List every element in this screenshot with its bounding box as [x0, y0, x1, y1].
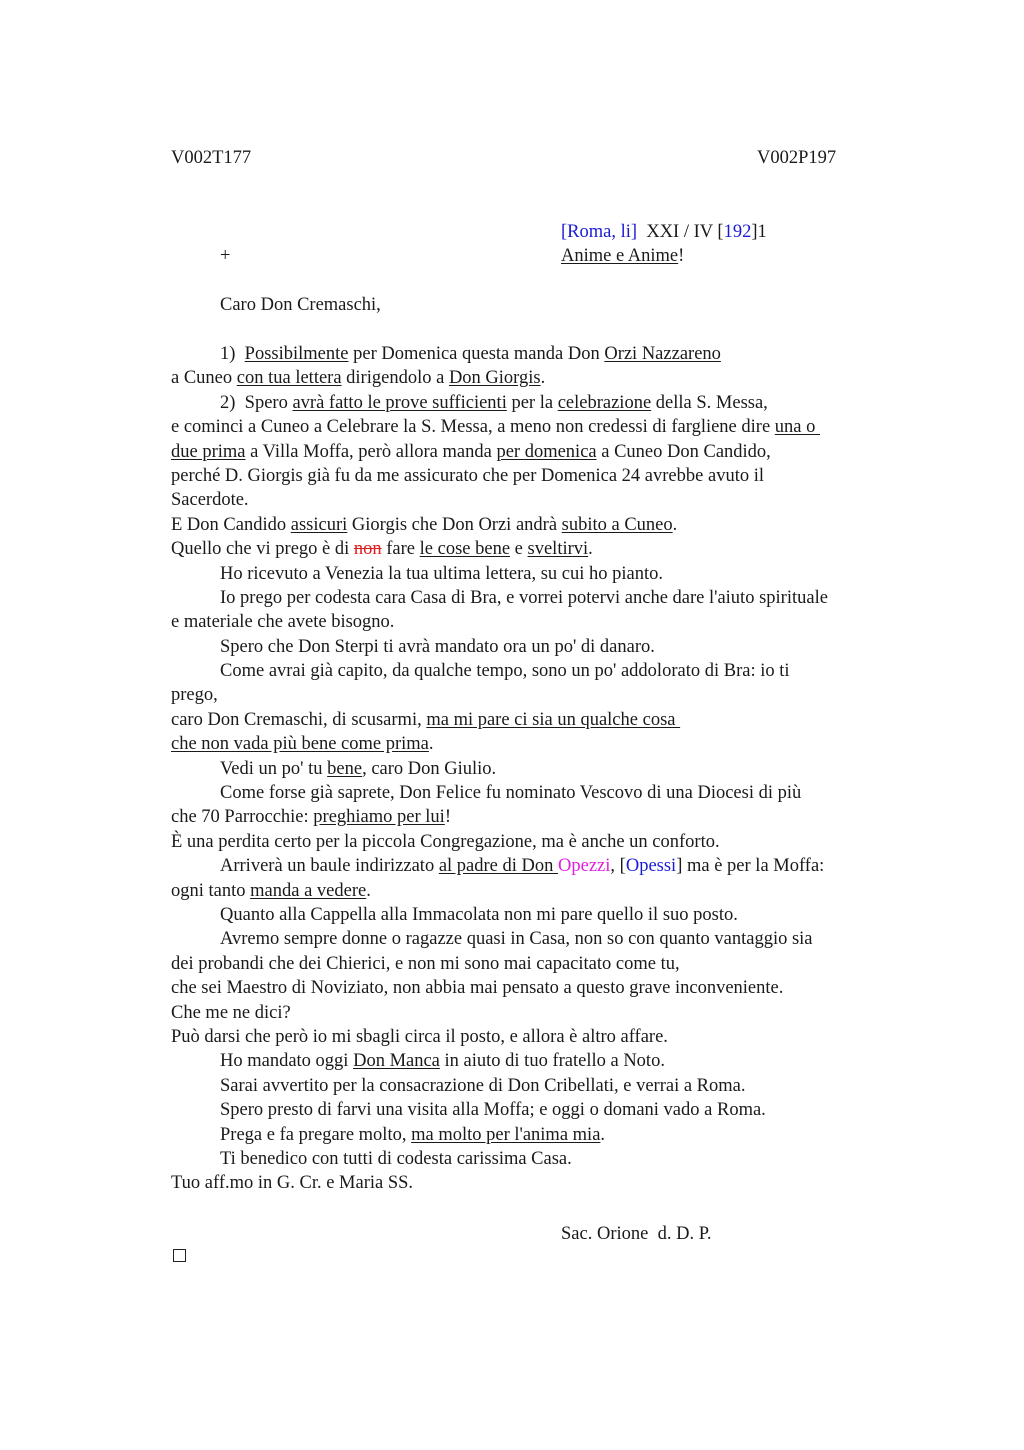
dateline-place: Roma, li [567, 222, 631, 242]
name-variant: Opezzi [558, 856, 611, 877]
motto [561, 246, 684, 267]
text-line: perché D. Giorgis già fu da me assicurato che per Domenica 24 avrebbe avuto il [171, 465, 764, 486]
text-line: Può darsi che però io mi sbagli circa il posto, e allora è altro affare. [171, 1026, 668, 1047]
text-line: prego, [171, 685, 218, 706]
text-line: Quanto alla Cappella alla Immacolata non mi pare quello il suo posto. [220, 904, 738, 925]
text-line: che non vada più bene come prima. [171, 734, 434, 755]
text-line: È una perdita certo per la piccola Congregazione, ma è anche un conforto. [171, 831, 720, 852]
text-line: e materiale che avete bisogno. [171, 612, 395, 633]
text-line: ogni tanto manda a vedere. [171, 880, 371, 901]
closing-line: Tuo aff.mo in G. Cr. e Maria SS. [171, 1173, 414, 1194]
text-line: Avremo sempre donne o ragazze quasi in Casa, non so con quanto vantaggio sia [220, 929, 813, 950]
text-line: Quello che vi prego è di non fare le cose bene e sveltirvi. [171, 539, 593, 560]
doc-code-right: V002P197 [757, 148, 837, 168]
name-correction: Opessi [625, 856, 677, 877]
text-line: Come avrai già capito, da qualche tempo, sono un po' addolorato di Bra: io ti [220, 661, 790, 682]
text-line: Prega e fa pregare molto, ma molto per l'anima mia. [220, 1124, 606, 1145]
text-line: e cominci a Cuneo a Celebrare la S. Messa, a meno non credessi di fargliene dire una o [171, 417, 820, 438]
text-line: Ti benedico con tutti di codesta carissima Casa. [220, 1148, 572, 1169]
text-line: Spero presto di farvi una visita alla Moffa; e oggi o domani vado a Roma. [220, 1100, 766, 1121]
text-line: dei probandi che dei Chierici, e non mi sono mai capacitato come tu, [171, 953, 680, 974]
signature: Sac. Orione d. D. P. [561, 1224, 712, 1244]
text-line: Che me ne dici? [171, 1002, 291, 1023]
text-line: Ho ricevuto a Venezia la tua ultima lettera, su cui ho pianto. [220, 563, 663, 584]
text-line: a Cuneo con tua lettera dirigendolo a Don Giorgis. [171, 368, 546, 389]
dateline-date: XXI / IV [ [637, 222, 724, 242]
text-line: Sacerdote. [171, 490, 249, 511]
bracket: ] [630, 222, 638, 242]
text-line: Spero che Don Sterpi ti avrà mandato ora un po' di danaro. [220, 636, 655, 657]
deleted-word: non [353, 539, 382, 560]
text-line: Vedi un po' tu bene, caro Don Giulio. [220, 758, 497, 779]
letter-body [171, 342, 901, 1196]
text-line: Io prego per codesta cara Casa di Bra, e vorrei potervi anche dare l'aiuto spirituale [220, 587, 828, 608]
text-line: che 70 Parrocchie: preghiamo per lui! [171, 807, 451, 828]
end-box-icon [173, 1249, 186, 1262]
doc-code-left: V002T177 [171, 148, 252, 168]
dateline-year-end: ]1 [751, 222, 767, 242]
text-line: caro Don Cremaschi, di scusarmi, ma mi pare ci sia un qualche cosa [171, 709, 681, 730]
cross-mark: + [220, 246, 231, 266]
bracket: [ [561, 222, 568, 242]
text-line: 1) Possibilmente per Domenica questa manda Don Orzi Nazzareno [220, 344, 721, 364]
salutation: Caro Don Cremaschi, [220, 295, 381, 315]
text-line: che sei Maestro di Noviziato, non abbia mai pensato a questo grave inconveniente. [171, 978, 784, 999]
text-line: due prima a Villa Moffa, però allora manda per domenica a Cuneo Don Candido, [171, 441, 771, 462]
text-line: 2) Spero avrà fatto le prove sufficienti per la celebrazione della S. Messa, [220, 392, 768, 413]
text-line: Come forse già saprete, Don Felice fu nominato Vescovo di una Diocesi di più [220, 783, 802, 804]
text-line: E Don Candido assicuri Giorgis che Don Orzi andrà subito a Cuneo. [171, 514, 678, 535]
motto-text: Anime e Anime [561, 246, 679, 266]
text-line: Ho mandato oggi Don Manca in aiuto di tuo fratello a Noto. [220, 1051, 665, 1072]
text-line: Arriverà un baule indirizzato al padre di Don Opezzi, [Opessi] ma è per la Moffa: [220, 856, 825, 877]
dateline [561, 222, 767, 243]
motto-punct: ! [678, 246, 685, 266]
text-line: Sarai avvertito per la consacrazione di Don Cribellati, e verrai a Roma. [220, 1075, 746, 1096]
dateline-year-insert: 192 [723, 222, 752, 242]
